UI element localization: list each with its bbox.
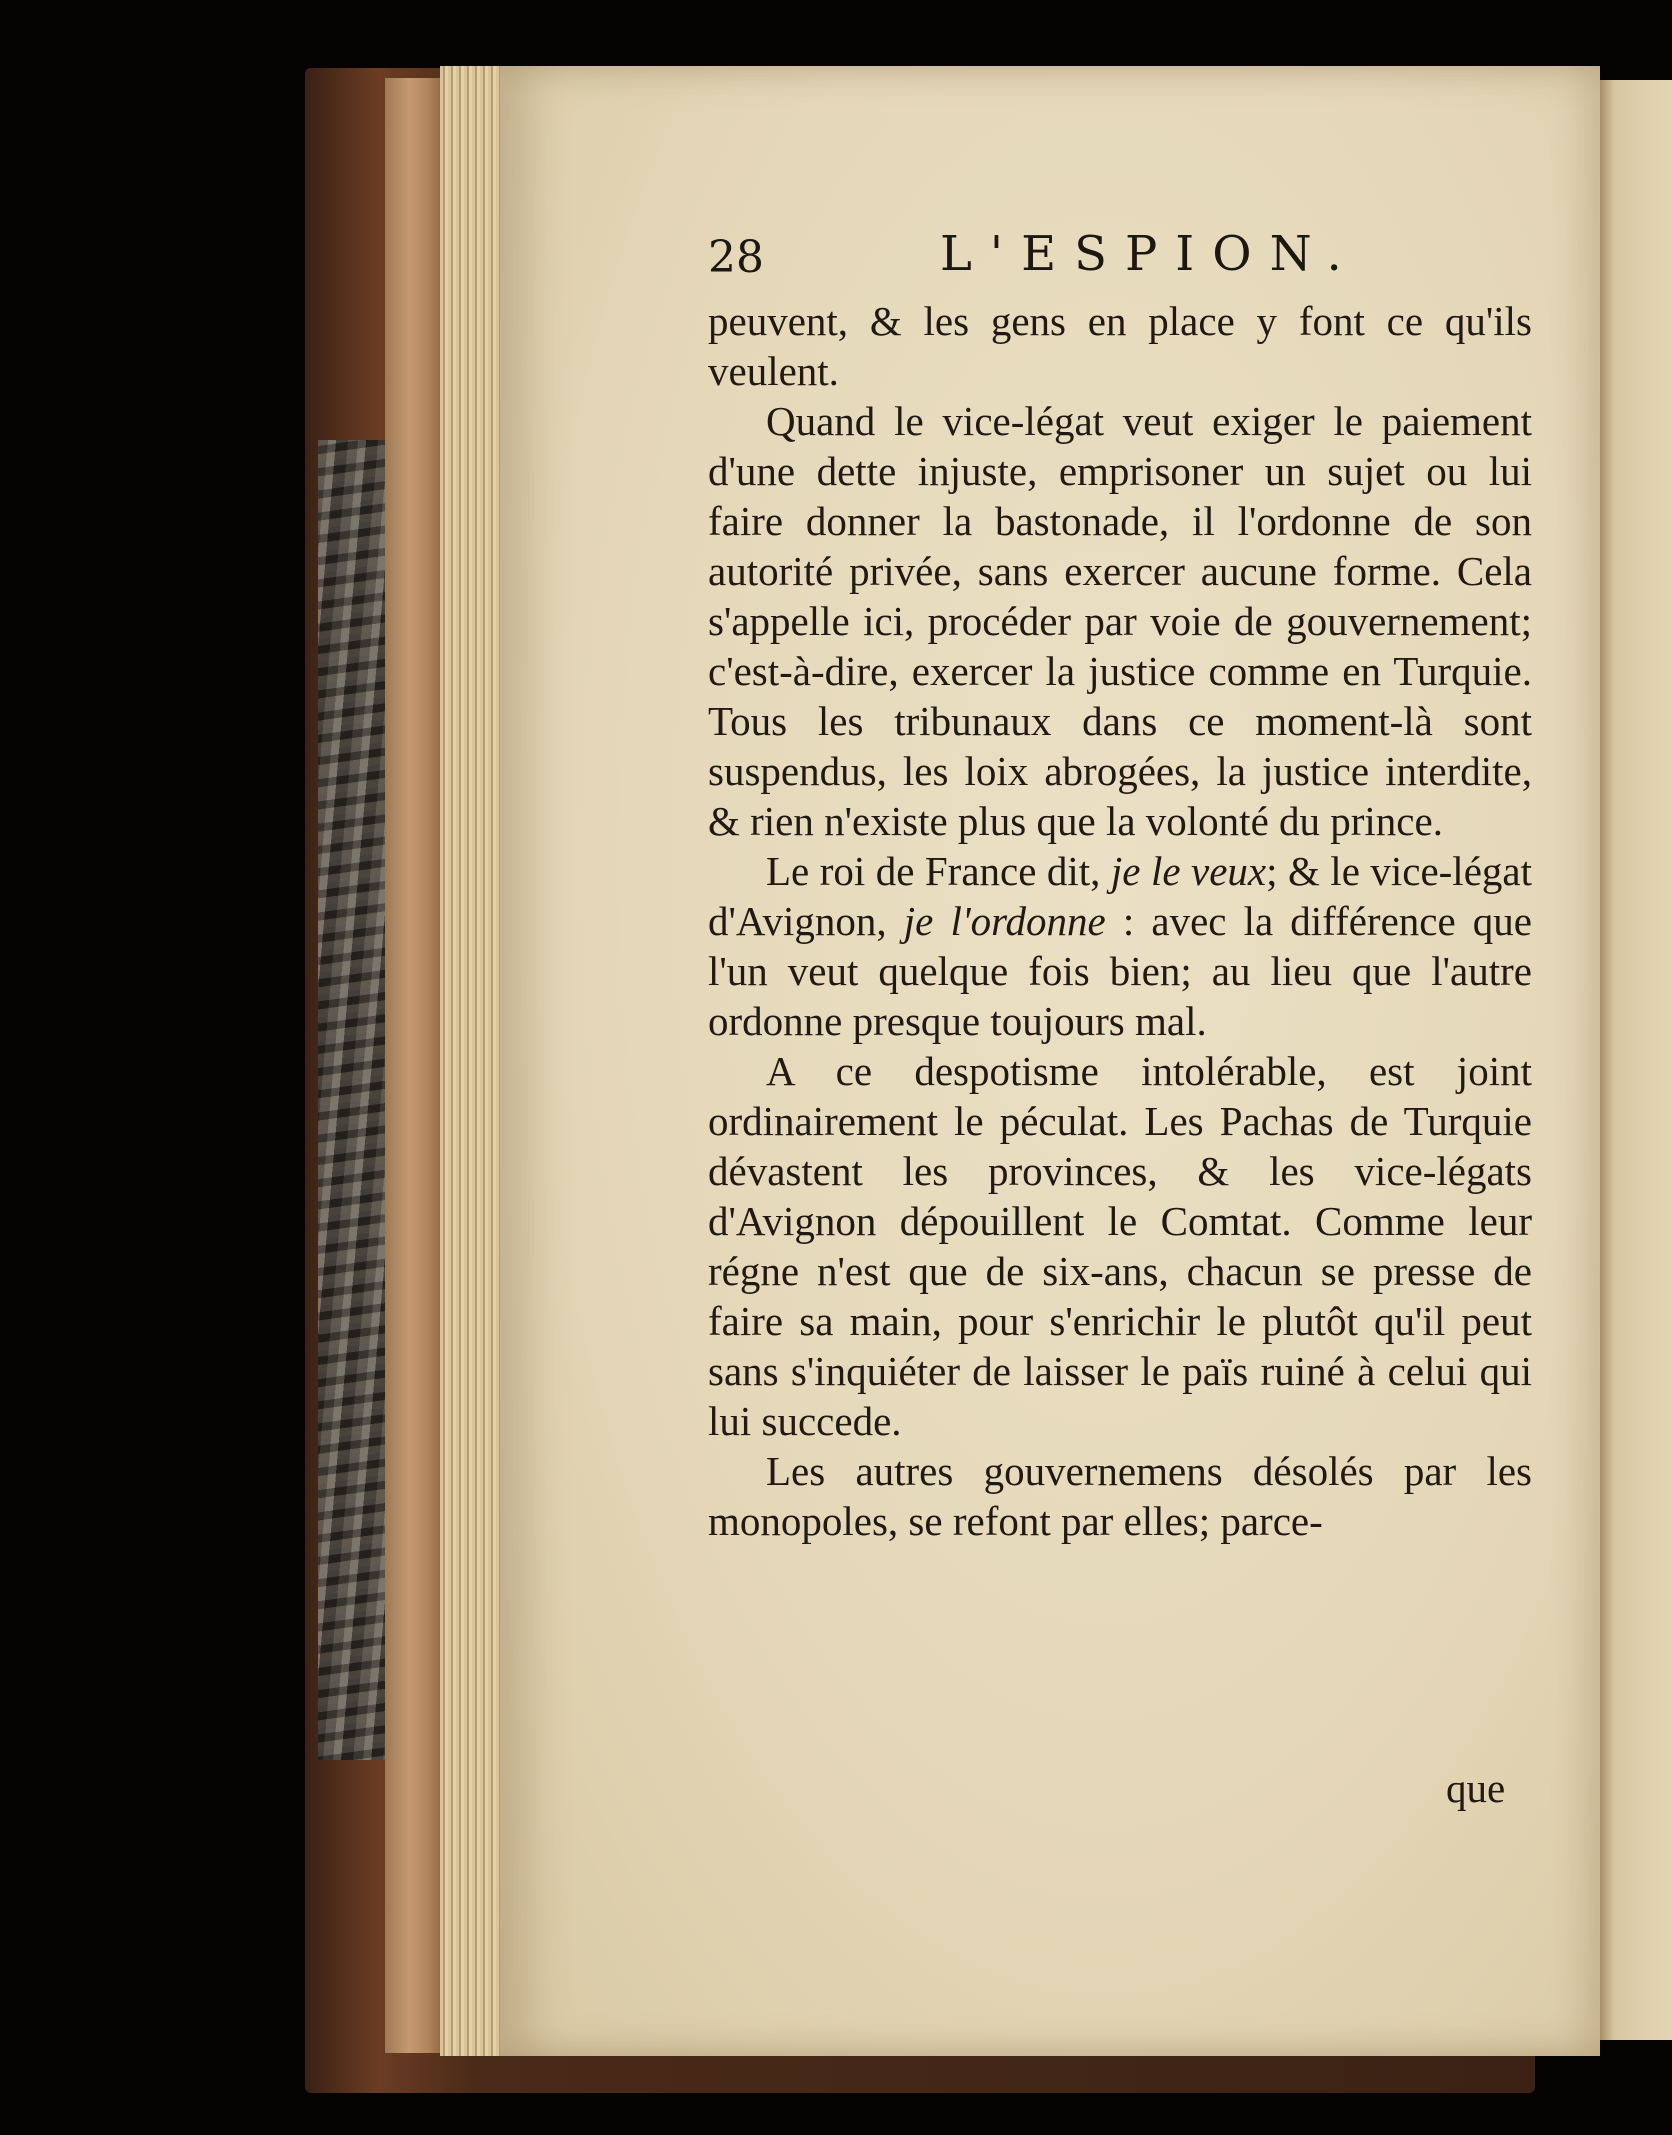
- facing-page-edge: [1600, 80, 1672, 2040]
- quote-je-le-veux: je le veux: [1110, 848, 1267, 894]
- paragraph-4: A ce despotisme intolérable, est joint ordinairement le péculat. Les Pachas de Turquie dévastent les provinces, & les vice-légats d'Avignon dépouillent le Comtat. Comme leur régne n'est que de six-ans, chacun se presse de faire sa main, pour s'enrichir le plutôt qu'il peut sans s'inquiéter de laisser le païs ruiné à celui qui lui succede.: [708, 1048, 1532, 1444]
- paragraph-2: Quand le vice-légat veut exiger le paiement d'une dette injuste, emprisoner un sujet ou lui faire donner la bastonade, il l'ordonne de son autorité privée, sans exercer aucune forme. Cela s'appelle ici, procéder par voie de gouvernement; c'est-à-dire, exercer la justice comme en Turquie. Tous les tribunaux dans ce moment-là sont suspendus, les loix abrogées, la justice interdite, & rien n'existe plus que la volonté du prince.: [708, 398, 1532, 844]
- running-head: L'ESPION.: [940, 226, 1360, 282]
- paragraph-3-text-a: Le roi de France dit,: [766, 848, 1101, 894]
- paragraph-3-text-b: ; & le vice-légat d'Avignon,: [708, 848, 1532, 944]
- quote-je-lordonne: je l'ordonne: [903, 898, 1106, 944]
- page-header: [708, 226, 1526, 290]
- body-text: [708, 296, 1532, 1546]
- page-number: 28: [708, 232, 764, 283]
- paragraph-5: Les autres gouvernemens désolés par les monopoles, se refont par elles; parce-: [708, 1448, 1532, 1544]
- paragraph-3: [708, 846, 1532, 1046]
- catchword: que: [1446, 1765, 1506, 1811]
- endpaper: [385, 78, 445, 2053]
- paragraph-3-text-c: : avec la différence que l'un veut quelque fois bien; au lieu que l'autre ordonne presque toujours mal.: [708, 898, 1532, 1044]
- paragraph-1: peuvent, & les gens en place y font ce qu'ils veulent.: [708, 298, 1532, 394]
